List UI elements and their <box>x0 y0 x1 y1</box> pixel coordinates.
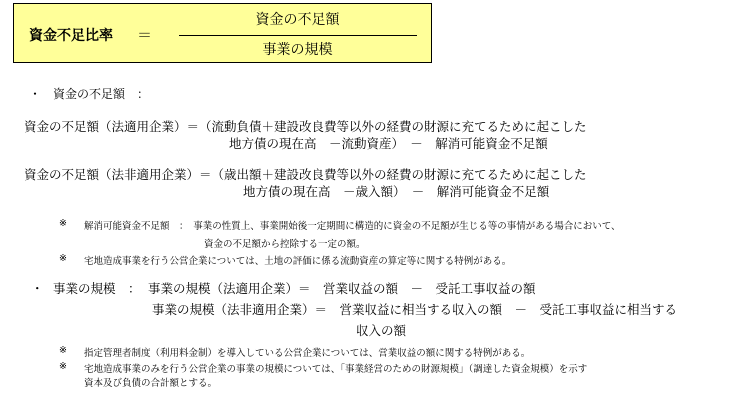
scale-note1: 指定管理者制度（利用料金制）を導入している公営企業については、営業収益の額に関する特例がある。 <box>84 348 531 359</box>
deficit-applied-line2: 地方債の現在高 －流動資産） － 解消可能資金不足額 <box>229 136 548 151</box>
formula-numerator: 資金の不足額 <box>255 12 340 28</box>
scale-applied: 事業の規模（法適用企業）＝ 営業収益の額 － 受託工事収益の額 <box>148 281 536 296</box>
fraction-bar <box>179 35 417 36</box>
scale-heading: 事業の規模 ： <box>53 281 141 296</box>
formula-label: 資金不足比率 <box>29 28 113 44</box>
deficit-note1-line1: 解消可能資金不足額 ： 事業の性質上、事業開始後一定期間に構造的に資金の不足額が生じる等の事情がある場合において、 <box>84 221 621 232</box>
deficit-note2: 宅地造成事業を行う公営企業については、土地の評価に係る流動資産の算定等に関する特例がある。 <box>84 256 512 267</box>
scale-note2-line1: 宅地造成事業のみを行う公営企業の事業の規模については、「事業経営のための財源規模」（調達した資金規模）を示す <box>84 364 588 375</box>
deficit-note2-mark: ※ <box>59 253 67 264</box>
formula-box <box>13 3 432 63</box>
deficit-nonapplied-line2: 地方債の現在高 －歳入額） － 解消可能資金不足額 <box>243 184 550 199</box>
deficit-heading: 資金の不足額 ： <box>53 87 150 101</box>
formula-denominator: 事業の規模 <box>262 42 333 58</box>
deficit-note1-line2: 資金の不足額から控除する一定の額。 <box>204 239 366 250</box>
scale-note1-mark: ※ <box>59 345 67 356</box>
formula-equals: ＝ <box>137 26 153 44</box>
deficit-applied-line1: 資金の不足額（法適用企業）＝（流動負債＋建設改良費等以外の経費の財源に充てるために起こした <box>24 119 587 134</box>
scale-nonapplied-line1: 事業の規模（法非適用企業）＝ 営業収益に相当する収入の額 － 受託工事収益に相当する <box>152 302 678 317</box>
scale-nonapplied-line2: 収入の額 <box>356 323 407 338</box>
deficit-nonapplied-line1: 資金の不足額（法非適用企業）＝（歳出額＋建設改良費等以外の経費の財源に充てるために起こした <box>24 167 587 182</box>
scale-bullet: ・ <box>31 281 44 296</box>
scale-note2-line2: 資本及び負債の合計額とする。 <box>84 378 218 389</box>
deficit-bullet: ・ <box>29 87 42 101</box>
deficit-note1-mark: ※ <box>59 218 67 229</box>
scale-note2-mark: ※ <box>59 361 67 372</box>
